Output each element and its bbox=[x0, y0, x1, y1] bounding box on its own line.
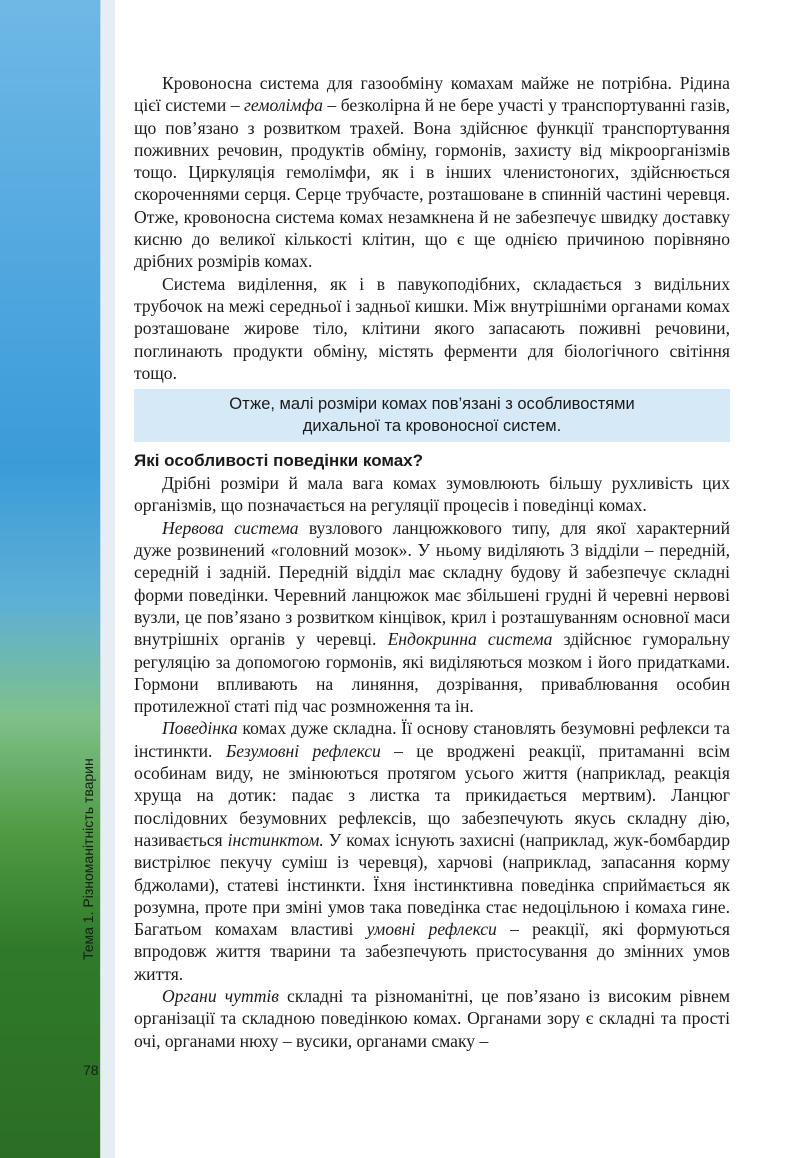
term-conditioned-reflexes: умовні рефлекси bbox=[366, 919, 497, 940]
section-heading: Які особливості поведінки комах? bbox=[134, 451, 423, 471]
term-unconditioned-reflexes: Безумовні рефлекси bbox=[225, 740, 381, 761]
paragraph-circulatory bbox=[134, 72, 730, 273]
side-decoration bbox=[0, 0, 100, 1158]
page-number: 78 bbox=[83, 1062, 99, 1078]
term-nervous-system: Нервова система bbox=[162, 517, 299, 538]
summary-line: дихальної та кровоносної систем. bbox=[302, 417, 562, 436]
text: складні та різноманітні, це пов’язано із високим рівнем організації та складною поведінкою комах. Органами зору є складні та прості очі, органами нюху – вусики, органами смаку – bbox=[134, 985, 730, 1051]
term-behavior: Поведінка bbox=[162, 718, 238, 739]
term-endocrine-system: Ендокринна система bbox=[387, 629, 553, 650]
page-content bbox=[134, 72, 730, 1052]
text: Кровоносна система для газообміну комахам майже не потрібна. Рідина цієї системи – bbox=[134, 73, 730, 116]
paragraph-nervous bbox=[134, 517, 730, 718]
term-hemolymph: гемолімфа bbox=[244, 95, 323, 116]
text: Система виділення, як і в павукоподібних, складається з видільних трубочок на межі середньої і задньої кишки. Між внутрішніми органами комах розташоване жирове тіло, клітини якого запасають поживні речовини, поглинають продукти обміну, містять ферменти для біологічного світіння тощо. bbox=[134, 273, 730, 383]
term-sense-organs: Органи чуттів bbox=[162, 985, 279, 1006]
summary-box bbox=[134, 389, 730, 442]
text: – це вроджені реакції, притаманні всім особинам виду, не змінюються протягом усього життя (наприклад, реакція хруща на дотик: падає з листка та прикидається мертвим). Ланцюг послідовних безумовних рефлексів, що забезпечують якусь складну дію, називається bbox=[134, 740, 730, 850]
text: У комах існують захисні (наприклад, жук-бомбардир вистрілює пекучу суміш із черевця), харчові (наприклад, запасання корму бджолами), статеві інстинкти. Їхня інстинктивна поведінка сприймається як розумна, проте при зміні умов така поведінка стає недоцільною і комаха гине. Багатьом комахам властиві bbox=[134, 829, 730, 940]
text: комах дуже складна. Її основу становлять безумовні рефлекси та інстинкти. bbox=[134, 718, 730, 761]
side-band bbox=[100, 0, 115, 1158]
text: Дрібні розміри й мала вага комах зумовлюють більшу рухливість цих організмів, що позначається на регуляції процесів і поведінці комах. bbox=[134, 473, 730, 516]
text: вузлового ланцюжкового типу, для якої характерний дуже розвинений «головний мозок». У ньому виділяють 3 відділи – передній, середній і задній. Передній відділ має складну будову й забезпечує складні форми поведінки. Черевний ланцюжок має збільшені грудні й черевні нервові вузли, це пов’язано з розвитком кінцівок, крил і розташуванням основної маси внутрішніх органів у черевці. bbox=[134, 517, 730, 650]
paragraph-behavior bbox=[134, 717, 730, 985]
paragraph-excretory bbox=[134, 273, 730, 384]
text: – реакції, які формуються впродовж життя тварини та забезпечують пристосування до змінних умов життя. bbox=[134, 919, 731, 984]
text: здійснює гуморальну регуляцію за допомогою гормонів, які виділяються мозком і його придатками. Гормони впливають на линяння, дозрівання, приваблювання особин протилежної статі під час розмноження та ін. bbox=[134, 629, 730, 717]
text: – безколірна й не бере участі у транспортуванні газів, що пов’язано з розвитком трахей. Вона здійснює функції транспортування поживних речовин, продуктів обміну, гормонів, захисту від мікроорганізмів тощо. Циркуляція гемолімфи, як і в інших членистоногих, здійснюється скороченнями серця. Серце трубчасте, розташоване в спинній частині черевця. Отже, кровоносна система комах незамкнена й не забезпечує швидку доставку кисню до великої кількості клітин, що є ще однією причиною порівняно дрібних розмірів комах. bbox=[134, 95, 730, 272]
summary-line: Отже, малі розміри комах пов’язані з особливостями bbox=[229, 395, 635, 414]
paragraph-senses bbox=[134, 985, 730, 1052]
paragraph-size bbox=[134, 472, 730, 517]
term-instinct: інстинктом. bbox=[227, 829, 324, 850]
topic-title: Тема 1. Різноманітність тварин bbox=[80, 758, 96, 960]
